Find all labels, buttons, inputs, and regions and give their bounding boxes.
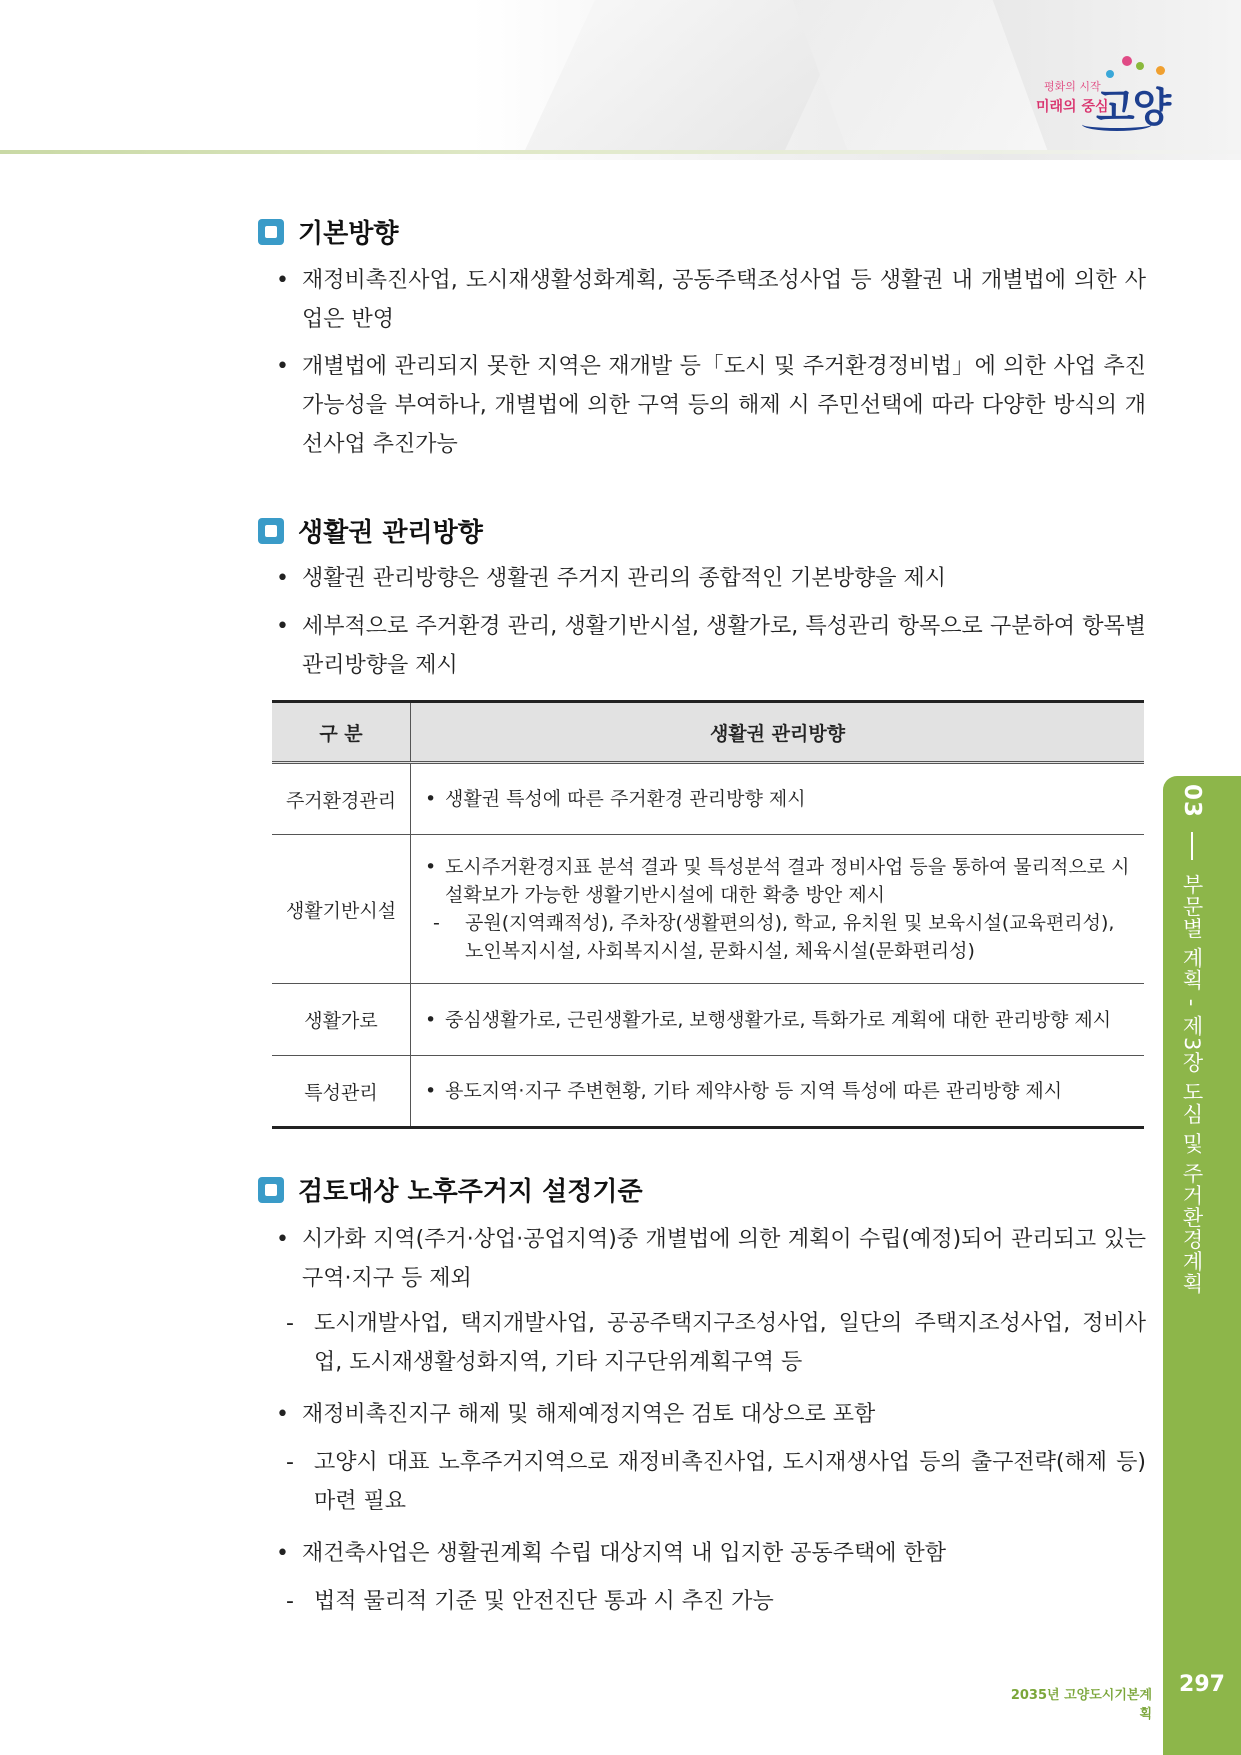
dash-icon: - bbox=[286, 1450, 294, 1475]
dash-paragraph bbox=[286, 1443, 1146, 1521]
paragraph-text: 재건축사업은 생활권계획 수립 대상지역 내 입지한 공동주택에 한함 bbox=[302, 1541, 947, 1566]
section-heading bbox=[258, 512, 483, 549]
paragraph-text: 재정비촉진사업, 도시재생활성화계획, 공동주택조성사업 등 생활권 내 개별법에 의한 사업은 반영 bbox=[302, 268, 1146, 332]
chapter-title: 부문별 계획 - 제3장 도심 및 주거환경계획 bbox=[1180, 873, 1204, 1295]
table-bullet-text: • 중심생활가로, 근린생활가로, 보행생활가로, 특화가로 계획에 대한 관리방향 제시 bbox=[423, 1006, 1134, 1034]
logo-flower-icon bbox=[1122, 56, 1132, 66]
bullet-icon: • bbox=[276, 354, 289, 379]
section-title: 검토대상 노후주거지 설정기준 bbox=[298, 1177, 643, 1207]
goyang-logo bbox=[1028, 52, 1178, 132]
table-cell-direction bbox=[411, 763, 1145, 835]
logo-slogan-2: 미래의 중심 bbox=[1036, 99, 1109, 115]
bullet-paragraph bbox=[276, 607, 1146, 685]
bullet-icon: • bbox=[276, 1541, 289, 1566]
bullet-icon: • bbox=[276, 1402, 289, 1427]
logo-slogan-1: 평화의 시작 bbox=[1044, 80, 1101, 93]
paragraph-text: 재정비촉진지구 해제 및 해제예정지역은 검토 대상으로 포함 bbox=[302, 1402, 876, 1427]
bullet-paragraph bbox=[276, 1220, 1146, 1298]
table-cell-category: 생활가로 bbox=[272, 984, 411, 1056]
bullet-paragraph bbox=[276, 1534, 1146, 1573]
chapter-label bbox=[1177, 784, 1207, 1294]
table-header-row bbox=[272, 702, 1144, 763]
table-cell-category: 생활기반시설 bbox=[272, 835, 411, 984]
paragraph-text: 시가화 지역(주거·상업·공업지역)중 개별법에 의한 계획이 수립(예정)되어 관리되고 있는 구역·지구 등 제외 bbox=[302, 1227, 1146, 1291]
section-title: 기본방향 bbox=[298, 219, 399, 249]
table-row bbox=[272, 984, 1144, 1056]
square-bullet-icon bbox=[258, 518, 284, 544]
table-row bbox=[272, 835, 1144, 984]
paragraph-text: 도시개발사업, 택지개발사업, 공공주택지구조성사업, 일단의 주택지조성사업, 정비사업, 도시재생활성화지역, 기타 지구단위계획구역 등 bbox=[314, 1311, 1146, 1375]
management-direction-table bbox=[272, 700, 1144, 1129]
paragraph-text: 고양시 대표 노후주거지역으로 재정비촉진사업, 도시재생사업 등의 출구전략(해제 등) 마련 필요 bbox=[314, 1450, 1146, 1514]
table-bullet-text: • 도시주거환경지표 분석 결과 및 특성분석 결과 정비사업 등을 통하여 물리적으로 시설확보가 가능한 생활기반시설에 대한 확충 방안 제시 bbox=[423, 853, 1134, 909]
table-sub-text: - 공원(지역쾌적성), 주차장(생활편의성), 학교, 유치원 및 보육시설(교육편리성), 노인복지시설, 사회복지시설, 문화시설, 체육시설(문화편리성) bbox=[423, 909, 1134, 965]
table-cell-category: 특성관리 bbox=[272, 1056, 411, 1128]
square-bullet-icon bbox=[258, 219, 284, 245]
logo-person-icon bbox=[1136, 62, 1144, 70]
table-row bbox=[272, 763, 1144, 835]
section-title: 생활권 관리방향 bbox=[298, 518, 483, 548]
bullet-icon: • bbox=[276, 614, 289, 639]
chapter-separator bbox=[1191, 832, 1193, 860]
bullet-icon: • bbox=[276, 268, 289, 293]
section-heading bbox=[258, 1171, 643, 1208]
table-row bbox=[272, 1056, 1144, 1128]
bullet-paragraph bbox=[276, 1395, 1146, 1434]
table-bullet-text: • 생활권 특성에 따른 주거환경 관리방향 제시 bbox=[423, 785, 1134, 813]
paragraph-text: 개별법에 관리되지 못한 지역은 재개발 등「도시 및 주거환경정비법」에 의한 사업 추진 가능성을 부여하나, 개별법에 의한 구역 등의 해제 시 주민선택에 따라 다양한 방식의 개선사업 추진가능 bbox=[302, 354, 1146, 457]
table-cell-direction bbox=[411, 835, 1145, 984]
section-heading bbox=[258, 213, 398, 250]
table-cell-direction bbox=[411, 1056, 1145, 1128]
header-divider bbox=[0, 150, 1241, 154]
logo-swoosh bbox=[1082, 118, 1152, 131]
page-number: 297 bbox=[1179, 1672, 1225, 1697]
bullet-paragraph bbox=[276, 559, 1146, 598]
bullet-paragraph bbox=[276, 261, 1146, 339]
dash-paragraph bbox=[286, 1304, 1146, 1382]
table-cell-direction bbox=[411, 984, 1145, 1056]
table-header-direction: 생활권 관리방향 bbox=[411, 702, 1145, 763]
chapter-number: 03 bbox=[1179, 784, 1205, 819]
paragraph-text: 세부적으로 주거환경 관리, 생활기반시설, 생활가로, 특성관리 항목으로 구분하여 항목별 관리방향을 제시 bbox=[302, 614, 1146, 678]
dash-icon: - bbox=[286, 1589, 294, 1614]
dash-paragraph bbox=[286, 1582, 1146, 1621]
bullet-paragraph bbox=[276, 347, 1146, 464]
paragraph-text: 법적 물리적 기준 및 안전진단 통과 시 추진 가능 bbox=[314, 1589, 774, 1614]
square-bullet-icon bbox=[258, 1177, 284, 1203]
table-cell-category: 주거환경관리 bbox=[272, 763, 411, 835]
bullet-icon: • bbox=[276, 566, 289, 591]
dash-icon: - bbox=[286, 1311, 294, 1336]
paragraph-text: 생활권 관리방향은 생활권 주거지 관리의 종합적인 기본방향을 제시 bbox=[302, 566, 947, 591]
table-bullet-text: • 용도지역·지구 주변현황, 기타 제약사항 등 지역 특성에 따른 관리방향 제시 bbox=[423, 1077, 1134, 1105]
footer-document-title: 2035년 고양도시기본계획 bbox=[1010, 1688, 1152, 1722]
table-header-category: 구 분 bbox=[272, 702, 411, 763]
logo-flower-icon bbox=[1156, 66, 1165, 75]
logo-wordmark: 고양 bbox=[1096, 85, 1170, 131]
bullet-icon: • bbox=[276, 1227, 289, 1252]
